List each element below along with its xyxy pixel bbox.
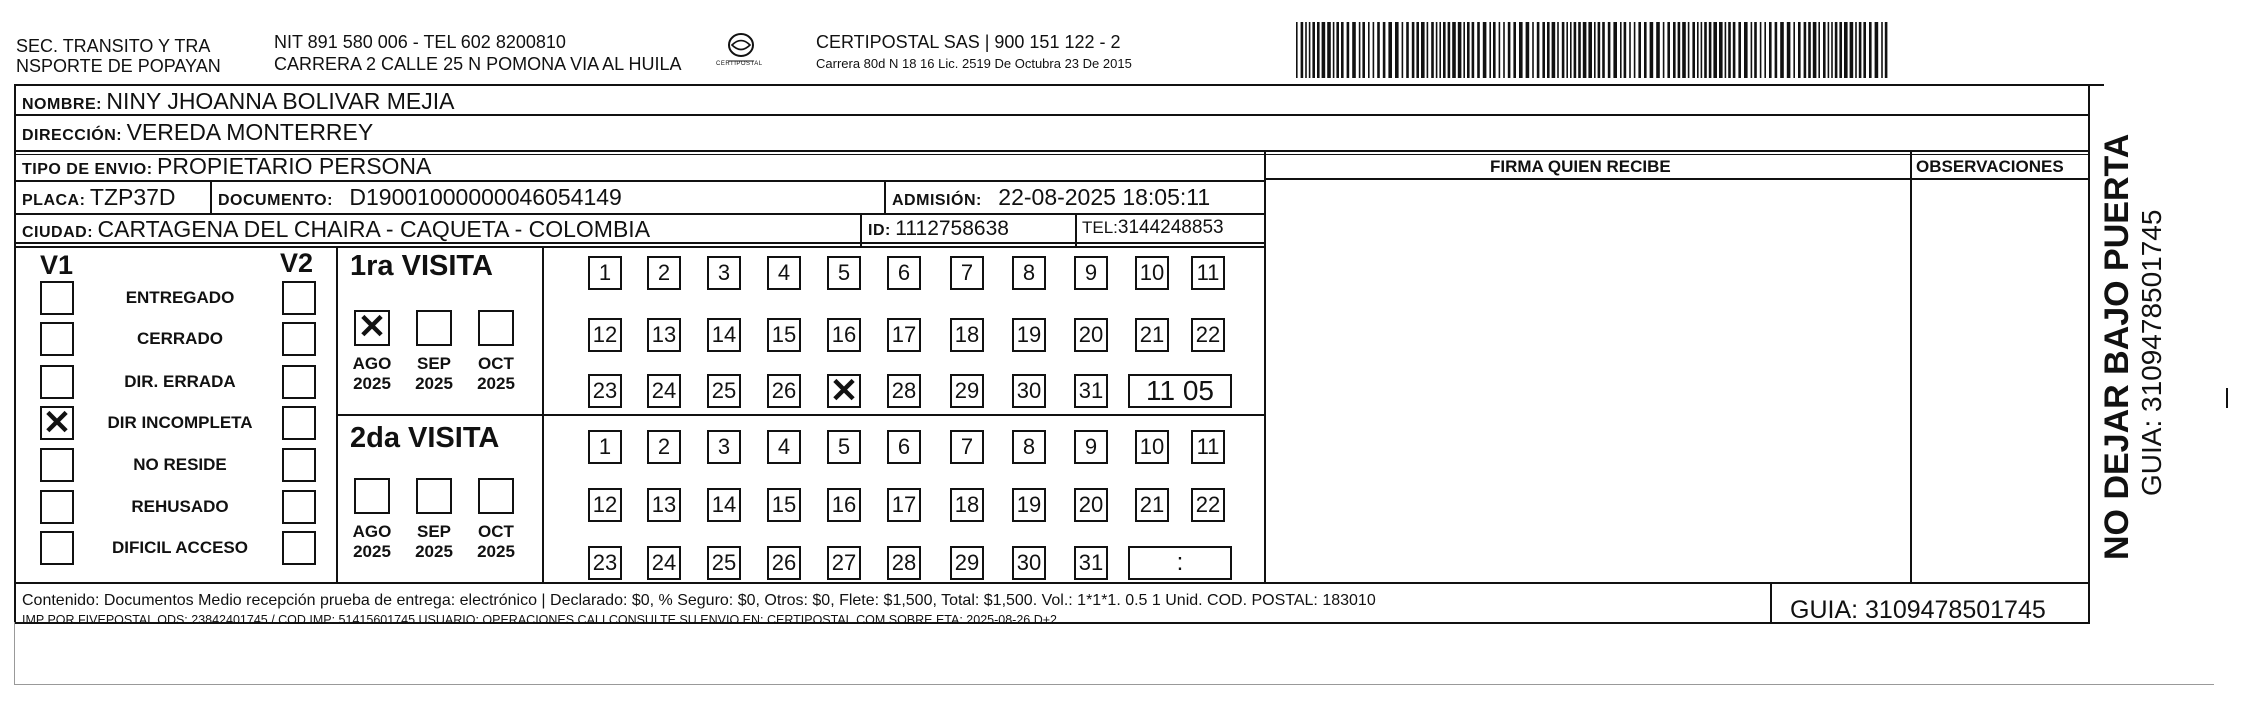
barcode-bar bbox=[1808, 22, 1811, 78]
month-checkbox[interactable] bbox=[478, 310, 514, 346]
barcode-bar bbox=[1697, 22, 1699, 78]
v2-checkbox[interactable] bbox=[282, 365, 316, 399]
barcode-bar bbox=[1629, 22, 1631, 78]
month-year: 2025 bbox=[353, 374, 391, 393]
status-label: DIR INCOMPLETA bbox=[107, 413, 253, 432]
direccion-value: VEREDA MONTERREY bbox=[126, 119, 374, 145]
tel-value: 3144248853 bbox=[1117, 217, 1224, 238]
day-box[interactable]: 18 bbox=[950, 318, 984, 352]
day-box[interactable]: 9 bbox=[1074, 256, 1108, 290]
day-box[interactable]: 24 bbox=[647, 546, 681, 580]
barcode-bar bbox=[1499, 22, 1501, 78]
day-box[interactable]: 7 bbox=[950, 430, 984, 464]
month-name: SEP bbox=[416, 354, 452, 373]
day-box[interactable]: 1 bbox=[588, 256, 622, 290]
barcode-bar bbox=[1831, 22, 1833, 78]
footer-guia: GUIA: 3109478501745 bbox=[1790, 596, 2046, 624]
barcode-bar bbox=[1333, 22, 1335, 78]
day-box[interactable]: 28 bbox=[887, 374, 921, 408]
barcode-bar bbox=[1798, 22, 1801, 78]
day-box[interactable]: 13 bbox=[647, 318, 681, 352]
month-year: 2025 bbox=[477, 374, 515, 393]
ciudad-row bbox=[22, 216, 650, 243]
imp-line: IMP POR FIVEPOSTAL ODS: 23842401745 / COD.IMP: 51415601745 USUARIO: OPERACIONES.CALI CONSULTE SU ENVIO EN: CERTIPOSTAL.COM SOBRE ETA: 2025-08-26 D+2 bbox=[22, 613, 1057, 627]
day-box[interactable]: 12 bbox=[588, 488, 622, 522]
barcode-bar bbox=[1452, 22, 1456, 78]
barcode-bar bbox=[1725, 22, 1727, 78]
barcode-bar bbox=[1881, 22, 1883, 78]
barcode-bar bbox=[1775, 22, 1778, 78]
barcode-bar bbox=[1489, 22, 1491, 78]
check-mark-icon: ✕ bbox=[42, 404, 72, 442]
day-box[interactable]: 31 bbox=[1074, 546, 1108, 580]
barcode-bar bbox=[1508, 22, 1511, 78]
barcode-bar bbox=[1885, 22, 1888, 78]
barcode-bar bbox=[1483, 22, 1487, 78]
barcode-bar bbox=[1566, 22, 1568, 78]
barcode-bar bbox=[1624, 22, 1627, 78]
barcode-bar bbox=[1574, 22, 1577, 78]
v1-checkbox[interactable] bbox=[40, 365, 74, 399]
barcode-bar bbox=[1769, 22, 1772, 78]
month-checkbox[interactable] bbox=[478, 478, 514, 514]
direccion-label: DIRECCIÓN: bbox=[22, 127, 123, 144]
barcode-bar bbox=[1875, 22, 1879, 78]
check-mark-icon: ✕ bbox=[357, 308, 387, 346]
barcode-bar bbox=[1594, 22, 1596, 78]
day-box[interactable]: 3 bbox=[707, 256, 741, 290]
barcode-bar bbox=[1667, 22, 1670, 78]
barcode-bar bbox=[1728, 22, 1731, 78]
barcode-bar bbox=[1557, 22, 1559, 78]
barcode-bar bbox=[1663, 22, 1665, 78]
barcode-bar bbox=[1704, 22, 1707, 78]
barcode-bar bbox=[1477, 22, 1480, 78]
barcode-bar bbox=[1688, 22, 1690, 78]
month-name: AGO bbox=[352, 354, 392, 373]
barcode-bar bbox=[1823, 22, 1826, 78]
nombre-row bbox=[22, 88, 454, 115]
barcode-bar bbox=[1467, 22, 1470, 78]
month-name: OCT bbox=[478, 354, 514, 373]
barcode-bar bbox=[1818, 22, 1820, 78]
month-name: OCT bbox=[478, 522, 514, 541]
observaciones-label: OBSERVACIONES bbox=[1916, 157, 2064, 176]
barcode-bar bbox=[1347, 22, 1350, 78]
contenido-line: Contenido: Documentos Medio recepción prueba de entrega: electrónico | Declarado: $0, % Seguro: $0, Otros: $0, Flete: $1,500, Total: $1,500. Vol.: 1*1*1. 0.5 1 Unid. COD. POSTAL: 183010 bbox=[22, 592, 1376, 609]
day-box[interactable]: 2 bbox=[647, 430, 681, 464]
month-name: AGO bbox=[352, 522, 392, 541]
placa-value: TZP37D bbox=[89, 184, 176, 210]
barcode-bar bbox=[1296, 22, 1298, 78]
second-visit-title: 2da VISITA bbox=[350, 422, 500, 454]
sender-line-2: NSPORTE DE POPAYAN bbox=[16, 56, 221, 76]
id-row bbox=[868, 217, 1009, 241]
day-box[interactable]: 12 bbox=[588, 318, 622, 352]
month-checkbox[interactable] bbox=[354, 478, 390, 514]
barcode-bar bbox=[1526, 22, 1530, 78]
status-label: DIR. ERRADA bbox=[124, 372, 236, 391]
barcode-bar bbox=[1598, 22, 1601, 78]
month-label bbox=[342, 354, 402, 394]
barcode-bar bbox=[1305, 22, 1307, 78]
v1-label: V1 bbox=[40, 250, 74, 280]
barcode-bar bbox=[1804, 22, 1807, 78]
month-year: 2025 bbox=[415, 542, 453, 561]
nombre-label: NOMBRE: bbox=[22, 96, 102, 113]
barcode-bar bbox=[1519, 22, 1523, 78]
barcode-bar bbox=[1588, 22, 1592, 78]
barcode-bar bbox=[1383, 22, 1386, 78]
v2-checkbox[interactable] bbox=[282, 490, 316, 524]
v1-checkbox[interactable] bbox=[40, 490, 74, 524]
barcode-bar bbox=[1395, 22, 1399, 78]
barcode-bar bbox=[1602, 22, 1605, 78]
barcode-bar bbox=[1472, 22, 1475, 78]
barcode-bar bbox=[1402, 22, 1404, 78]
day-box[interactable]: 16 bbox=[827, 318, 861, 352]
barcode-bar bbox=[1368, 22, 1370, 78]
day-box[interactable]: 6 bbox=[887, 430, 921, 464]
day-box[interactable]: 29 bbox=[950, 374, 984, 408]
day-box[interactable]: 14 bbox=[707, 318, 741, 352]
barcode-bar bbox=[1760, 22, 1762, 78]
month-label bbox=[404, 354, 464, 394]
ciudad-label: CIUDAD: bbox=[22, 224, 94, 241]
v2-checkbox[interactable] bbox=[282, 448, 316, 482]
day-box[interactable]: 21 bbox=[1135, 488, 1169, 522]
barcode-bar bbox=[1719, 22, 1723, 78]
day-box[interactable]: 7 bbox=[950, 256, 984, 290]
barcode-bar bbox=[1373, 22, 1375, 78]
day-box[interactable]: 16 bbox=[827, 488, 861, 522]
barcode-bar bbox=[1552, 22, 1556, 78]
barcode-bar bbox=[1839, 22, 1842, 78]
status-label: CERRADO bbox=[137, 329, 223, 348]
barcode-bar bbox=[1764, 22, 1766, 78]
month-year: 2025 bbox=[353, 542, 391, 561]
barcode-bar bbox=[1427, 22, 1429, 78]
status-label: DIFICIL ACCESO bbox=[111, 538, 248, 557]
day-box[interactable]: 26 bbox=[767, 546, 801, 580]
tel-row bbox=[1082, 217, 1224, 239]
barcode-bar bbox=[1650, 22, 1654, 78]
day-box[interactable]: 24 bbox=[647, 374, 681, 408]
barcode-bar bbox=[1578, 22, 1581, 78]
barcode-bar bbox=[1493, 22, 1496, 78]
barcode-bar bbox=[1352, 22, 1356, 78]
day-cross-icon: ✕ bbox=[829, 372, 859, 410]
day-box[interactable]: 19 bbox=[1012, 318, 1046, 352]
first-visit-title: 1ra VISITA bbox=[350, 250, 493, 282]
day-box[interactable]: 6 bbox=[887, 256, 921, 290]
barcode-bar bbox=[1869, 22, 1872, 78]
admision-row bbox=[892, 184, 1210, 211]
barcode-bar bbox=[1312, 22, 1315, 78]
v1-checkbox[interactable] bbox=[40, 448, 74, 482]
month-year: 2025 bbox=[477, 542, 515, 561]
v1-checkbox[interactable] bbox=[40, 281, 74, 315]
barcode-bar bbox=[1850, 22, 1854, 78]
barcode-bar bbox=[1362, 22, 1365, 78]
day-box[interactable]: 22 bbox=[1191, 318, 1225, 352]
tel-label: TEL: bbox=[1082, 218, 1118, 237]
side-warning: NO DEJAR BAJO PUERTA bbox=[2098, 133, 2136, 560]
barcode-bar bbox=[1692, 22, 1695, 78]
barcode-bar bbox=[1620, 22, 1622, 78]
day-box[interactable]: 30 bbox=[1012, 546, 1046, 580]
nit-line: NIT 891 580 006 - TEL 602 8200810 bbox=[274, 32, 566, 52]
status-label: ENTREGADO bbox=[125, 288, 235, 307]
documento-label: DOCUMENTO: bbox=[218, 192, 333, 209]
month-checkbox[interactable] bbox=[354, 310, 390, 346]
status-label: REHUSADO bbox=[131, 497, 229, 516]
day-box[interactable]: 22 bbox=[1191, 488, 1225, 522]
day-box[interactable]: 25 bbox=[707, 546, 741, 580]
barcode-bar bbox=[1751, 22, 1753, 78]
firma-label: FIRMA QUIEN RECIBE bbox=[1490, 157, 1671, 176]
sender-contact bbox=[274, 32, 682, 74]
barcode-bar bbox=[1421, 22, 1425, 78]
barcode-bar bbox=[1859, 22, 1862, 78]
barcode-bar bbox=[1844, 22, 1848, 78]
day-box[interactable]: 2 bbox=[647, 256, 681, 290]
barcode-bar bbox=[1608, 22, 1611, 78]
barcode-bar bbox=[1388, 22, 1392, 78]
day-box[interactable]: 23 bbox=[588, 546, 622, 580]
barcode-bar bbox=[1638, 22, 1641, 78]
v1-checkbox[interactable] bbox=[40, 406, 74, 440]
barcode-bar bbox=[1656, 22, 1660, 78]
sender-name bbox=[16, 36, 221, 76]
v2-label: V2 bbox=[280, 248, 314, 278]
month-checkbox[interactable] bbox=[416, 310, 452, 346]
id-label: ID: bbox=[868, 222, 891, 239]
documento-value: D19001000000046054149 bbox=[349, 184, 622, 210]
time-box[interactable]: 11 05 bbox=[1128, 374, 1232, 408]
barcode-bar bbox=[1863, 22, 1866, 78]
barcode-bar bbox=[1570, 22, 1572, 78]
address-line: CARRERA 2 CALLE 25 N POMONA VIA AL HUILA bbox=[274, 54, 682, 74]
month-year: 2025 bbox=[415, 374, 453, 393]
side-guia: GUIA: 3109478501745 bbox=[2136, 209, 2167, 496]
day-box[interactable]: 20 bbox=[1074, 318, 1108, 352]
barcode-bar bbox=[1443, 22, 1446, 78]
barcode-bar bbox=[1309, 22, 1311, 78]
day-box[interactable]: 30 bbox=[1012, 374, 1046, 408]
day-box[interactable]: 11 bbox=[1191, 430, 1225, 464]
day-box[interactable]: 10 bbox=[1135, 430, 1169, 464]
barcode-bar bbox=[1377, 22, 1380, 78]
day-box[interactable]: 23 bbox=[588, 374, 622, 408]
barcode-bar bbox=[1828, 22, 1830, 78]
barcode-bar bbox=[1341, 22, 1344, 78]
day-box[interactable]: 20 bbox=[1074, 488, 1108, 522]
barcode-bar bbox=[1317, 22, 1320, 78]
nombre-value: NINY JHOANNA BOLIVAR MEJIA bbox=[106, 88, 455, 114]
day-box[interactable]: 27 bbox=[827, 546, 861, 580]
day-box[interactable]: 15 bbox=[767, 318, 801, 352]
barcode-bar bbox=[1406, 22, 1409, 78]
day-box[interactable]: 21 bbox=[1135, 318, 1169, 352]
barcode-bar bbox=[1448, 22, 1451, 78]
documento-row bbox=[218, 184, 622, 211]
time-box[interactable]: : bbox=[1128, 546, 1232, 580]
barcode-bar bbox=[1431, 22, 1434, 78]
day-box[interactable]: 8 bbox=[1012, 430, 1046, 464]
month-checkbox[interactable] bbox=[416, 478, 452, 514]
barcode-bar bbox=[1463, 22, 1465, 78]
day-box[interactable]: 5 bbox=[827, 430, 861, 464]
v2-checkbox[interactable] bbox=[282, 322, 316, 356]
day-box[interactable]: 29 bbox=[950, 546, 984, 580]
barcode-bar bbox=[1327, 22, 1331, 78]
barcode-bar bbox=[1678, 22, 1681, 78]
barcode bbox=[1296, 22, 1888, 78]
barcode-bar bbox=[1787, 22, 1791, 78]
barcode-bar bbox=[1359, 22, 1361, 78]
day-box[interactable]: 14 bbox=[707, 488, 741, 522]
day-box[interactable]: 9 bbox=[1074, 430, 1108, 464]
tipo-label: TIPO DE ENVIO: bbox=[22, 161, 153, 178]
barcode-bar bbox=[1513, 22, 1516, 78]
direccion-row bbox=[22, 119, 373, 146]
day-box[interactable]: 1 bbox=[588, 430, 622, 464]
barcode-bar bbox=[1733, 22, 1736, 78]
day-box[interactable] bbox=[827, 374, 861, 408]
barcode-bar bbox=[1439, 22, 1441, 78]
barcode-bar bbox=[1562, 22, 1565, 78]
day-box[interactable]: 17 bbox=[887, 318, 921, 352]
barcode-bar bbox=[1322, 22, 1326, 78]
barcode-bar bbox=[1780, 22, 1784, 78]
month-label bbox=[466, 522, 526, 562]
barcode-bar bbox=[1532, 22, 1534, 78]
barcode-bar bbox=[1709, 22, 1712, 78]
barcode-bar bbox=[1634, 22, 1636, 78]
status-label: NO RESIDE bbox=[133, 455, 227, 474]
day-box[interactable]: 5 bbox=[827, 256, 861, 290]
day-box[interactable]: 8 bbox=[1012, 256, 1046, 290]
admision-label: ADMISIÓN: bbox=[892, 192, 982, 209]
barcode-bar bbox=[1835, 22, 1838, 78]
day-box[interactable]: 18 bbox=[950, 488, 984, 522]
barcode-bar bbox=[1701, 22, 1703, 78]
barcode-bar bbox=[1542, 22, 1545, 78]
barcode-bar bbox=[1713, 22, 1717, 78]
barcode-bar bbox=[1813, 22, 1817, 78]
day-box[interactable]: 17 bbox=[887, 488, 921, 522]
month-label bbox=[404, 522, 464, 562]
barcode-bar bbox=[1503, 22, 1505, 78]
barcode-bar bbox=[1547, 22, 1550, 78]
barcode-bar bbox=[1738, 22, 1741, 78]
barcode-bar bbox=[1458, 22, 1462, 78]
barcode-bar bbox=[1744, 22, 1748, 78]
day-box[interactable]: 28 bbox=[887, 546, 921, 580]
barcode-bar bbox=[1682, 22, 1686, 78]
v1-checkbox[interactable] bbox=[40, 322, 74, 356]
v1-checkbox[interactable] bbox=[40, 531, 74, 565]
day-box[interactable]: 25 bbox=[707, 374, 741, 408]
barcode-bar bbox=[1416, 22, 1419, 78]
barcode-bar bbox=[1754, 22, 1757, 78]
tipo-value: PROPIETARIO PERSONA bbox=[157, 153, 432, 179]
tipo-row bbox=[22, 153, 431, 180]
placa-label: PLACA: bbox=[22, 192, 86, 209]
barcode-bar bbox=[1673, 22, 1676, 78]
barcode-bar bbox=[1793, 22, 1795, 78]
placa-row bbox=[22, 184, 176, 211]
barcode-bar bbox=[1644, 22, 1647, 78]
month-name: SEP bbox=[416, 522, 452, 541]
day-box[interactable]: 10 bbox=[1135, 256, 1169, 290]
day-box[interactable]: 15 bbox=[767, 488, 801, 522]
day-box[interactable]: 11 bbox=[1191, 256, 1225, 290]
month-label bbox=[342, 522, 402, 562]
barcode-bar bbox=[1583, 22, 1587, 78]
barcode-bar bbox=[1336, 22, 1339, 78]
day-box[interactable]: 13 bbox=[647, 488, 681, 522]
barcode-bar bbox=[1613, 22, 1617, 78]
v2-checkbox[interactable] bbox=[282, 406, 316, 440]
day-box[interactable]: 31 bbox=[1074, 374, 1108, 408]
v2-checkbox[interactable] bbox=[282, 531, 316, 565]
id-value: 1112758638 bbox=[895, 217, 1009, 240]
month-label bbox=[466, 354, 526, 394]
admision-value: 22-08-2025 18:05:11 bbox=[998, 184, 1211, 210]
ciudad-value: CARTAGENA DEL CHAIRA - CAQUETA - COLOMBIA bbox=[97, 216, 651, 242]
sender-line-1: SEC. TRANSITO Y TRA bbox=[16, 36, 211, 56]
day-box[interactable]: 4 bbox=[767, 256, 801, 290]
day-box[interactable]: 19 bbox=[1012, 488, 1046, 522]
day-box[interactable]: 4 bbox=[767, 430, 801, 464]
license-line: Carrera 80d N 18 16 Lic. 2519 De Octubra 23 De 2015 bbox=[816, 56, 1132, 71]
day-box[interactable]: 3 bbox=[707, 430, 741, 464]
v2-checkbox[interactable] bbox=[282, 281, 316, 315]
barcode-bar bbox=[1301, 22, 1304, 78]
day-box[interactable]: 26 bbox=[767, 374, 801, 408]
barcode-bar bbox=[1537, 22, 1540, 78]
company-line: CERTIPOSTAL SAS | 900 151 122 - 2 bbox=[816, 32, 1121, 52]
barcode-bar bbox=[1855, 22, 1857, 78]
barcode-bar bbox=[1412, 22, 1415, 78]
barcode-bar bbox=[1436, 22, 1438, 78]
logo-text: CERTIPOSTAL bbox=[716, 61, 763, 67]
